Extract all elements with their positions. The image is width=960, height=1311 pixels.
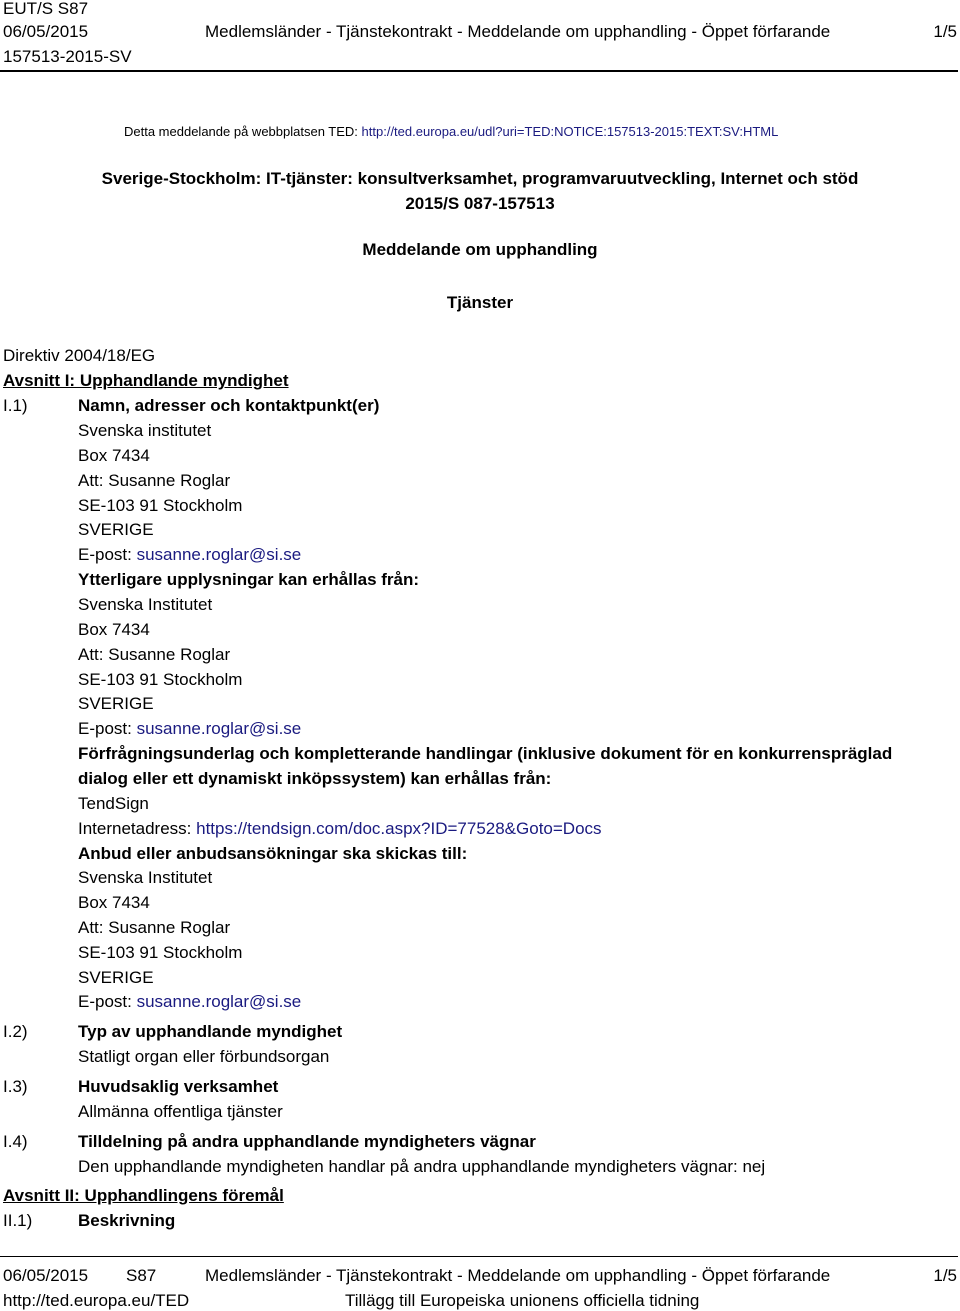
notice-type: Meddelande om upphandling: [362, 240, 598, 259]
i1-country: SVERIGE: [78, 520, 154, 539]
i1-email-line: [78, 546, 301, 563]
footer-series: S87: [126, 1266, 157, 1285]
i3-value: Allmänna offentliga tjänster: [78, 1102, 283, 1121]
i1-number: I.1): [3, 396, 28, 415]
footer-url[interactable]: http://ted.europa.eu/TED: [3, 1291, 190, 1310]
i4-title: Tilldelning på andra upphandlande myndigheters vägnar: [78, 1132, 536, 1151]
more-info-att: Att: Susanne Roglar: [78, 645, 231, 664]
more-info-country: SVERIGE: [78, 694, 154, 713]
i1-att: Att: Susanne Roglar: [78, 471, 231, 490]
i1-title: Namn, adresser och kontaktpunkt(er): [78, 396, 380, 415]
i4-value: Den upphandlande myndigheten handlar på andra upphandlande myndigheters vägnar: nej: [78, 1157, 766, 1176]
tenders-email-line: [78, 993, 301, 1010]
footer-title: Medlemsländer - Tjänstekontrakt - Meddelande om upphandling - Öppet förfarande: [205, 1266, 831, 1285]
page-number: 1/5: [933, 22, 957, 41]
more-info-email-link[interactable]: susanne.roglar@si.se: [136, 719, 302, 738]
footer-date: 06/05/2015: [3, 1266, 89, 1285]
docs-title-line2: dialog eller ett dynamiskt inköpssystem) kan erhållas från:: [78, 769, 552, 788]
footer-rule: [0, 1256, 958, 1257]
doc-title-line1: Sverige-Stockholm: IT-tjänster: konsultverksamhet, programvaruutveckling, Internet och stöd: [101, 169, 859, 188]
ii1-number: II.1): [3, 1211, 33, 1230]
tenders-org: Svenska Institutet: [78, 868, 213, 887]
i3-title: Huvudsaklig verksamhet: [78, 1077, 279, 1096]
i1-box: Box 7434: [78, 446, 150, 465]
i1-email-link[interactable]: susanne.roglar@si.se: [136, 545, 302, 564]
docs-web-link[interactable]: https://tendsign.com/doc.aspx?ID=77528&Goto=Docs: [196, 819, 602, 838]
footer-supplement: Tillägg till Europeiska unionens officiella tidning: [345, 1291, 700, 1310]
journal-ref: EUT/S S87: [3, 0, 89, 18]
section1-heading: Avsnitt I: Upphandlande myndighet: [3, 371, 289, 390]
more-info-email-line: [78, 720, 301, 737]
docs-title-line1: Förfrågningsunderlag och kompletterande handlingar (inklusive dokument för en konkurrenspräglad: [78, 744, 893, 763]
tenders-email-label: E-post:: [78, 992, 137, 1011]
ii1-title: Beskrivning: [78, 1211, 176, 1230]
docs-org: TendSign: [78, 794, 149, 813]
tenders-email-link[interactable]: susanne.roglar@si.se: [136, 992, 302, 1011]
section2-heading: Avsnitt II: Upphandlingens föremål: [3, 1186, 284, 1205]
tenders-city: SE-103 91 Stockholm: [78, 943, 243, 962]
i2-title: Typ av upphandlande myndighet: [78, 1022, 343, 1041]
tenders-title: Anbud eller anbudsansökningar ska skickas till:: [78, 844, 468, 863]
notice-id: 157513-2015-SV: [3, 47, 132, 66]
more-info-title: Ytterligare upplysningar kan erhållas från:: [78, 570, 420, 589]
i1-email-label: E-post:: [78, 545, 137, 564]
i2-value: Statligt organ eller förbundsorgan: [78, 1047, 330, 1066]
i1-city: SE-103 91 Stockholm: [78, 496, 243, 515]
more-info-org: Svenska Institutet: [78, 595, 213, 614]
tenders-box: Box 7434: [78, 893, 150, 912]
i2-number: I.2): [3, 1022, 28, 1041]
intro-prefix: Detta meddelande på webbplatsen TED:: [124, 124, 362, 139]
doc-title-line2: 2015/S 087-157513: [405, 194, 555, 213]
docs-web-line: [78, 820, 602, 837]
i3-number: I.3): [3, 1077, 28, 1096]
tenders-att: Att: Susanne Roglar: [78, 918, 231, 937]
footer-page: 1/5: [933, 1266, 957, 1285]
directive: Direktiv 2004/18/EG: [3, 346, 156, 365]
ted-notice-link[interactable]: http://ted.europa.eu/udl?uri=TED:NOTICE:157513-2015:TEXT:SV:HTML: [361, 124, 779, 139]
header-title: Medlemsländer - Tjänstekontrakt - Meddelande om upphandling - Öppet förfarande: [205, 22, 831, 41]
tenders-country: SVERIGE: [78, 968, 154, 987]
i4-number: I.4): [3, 1132, 28, 1151]
more-info-email-label: E-post:: [78, 719, 137, 738]
header-rule: [0, 70, 958, 72]
more-info-city: SE-103 91 Stockholm: [78, 670, 243, 689]
i1-org: Svenska institutet: [78, 421, 212, 440]
docs-web-label: Internetadress:: [78, 819, 197, 838]
more-info-box: Box 7434: [78, 620, 150, 639]
intro-line: [124, 125, 778, 138]
notice-category: Tjänster: [446, 293, 514, 312]
header-date: 06/05/2015: [3, 22, 89, 41]
